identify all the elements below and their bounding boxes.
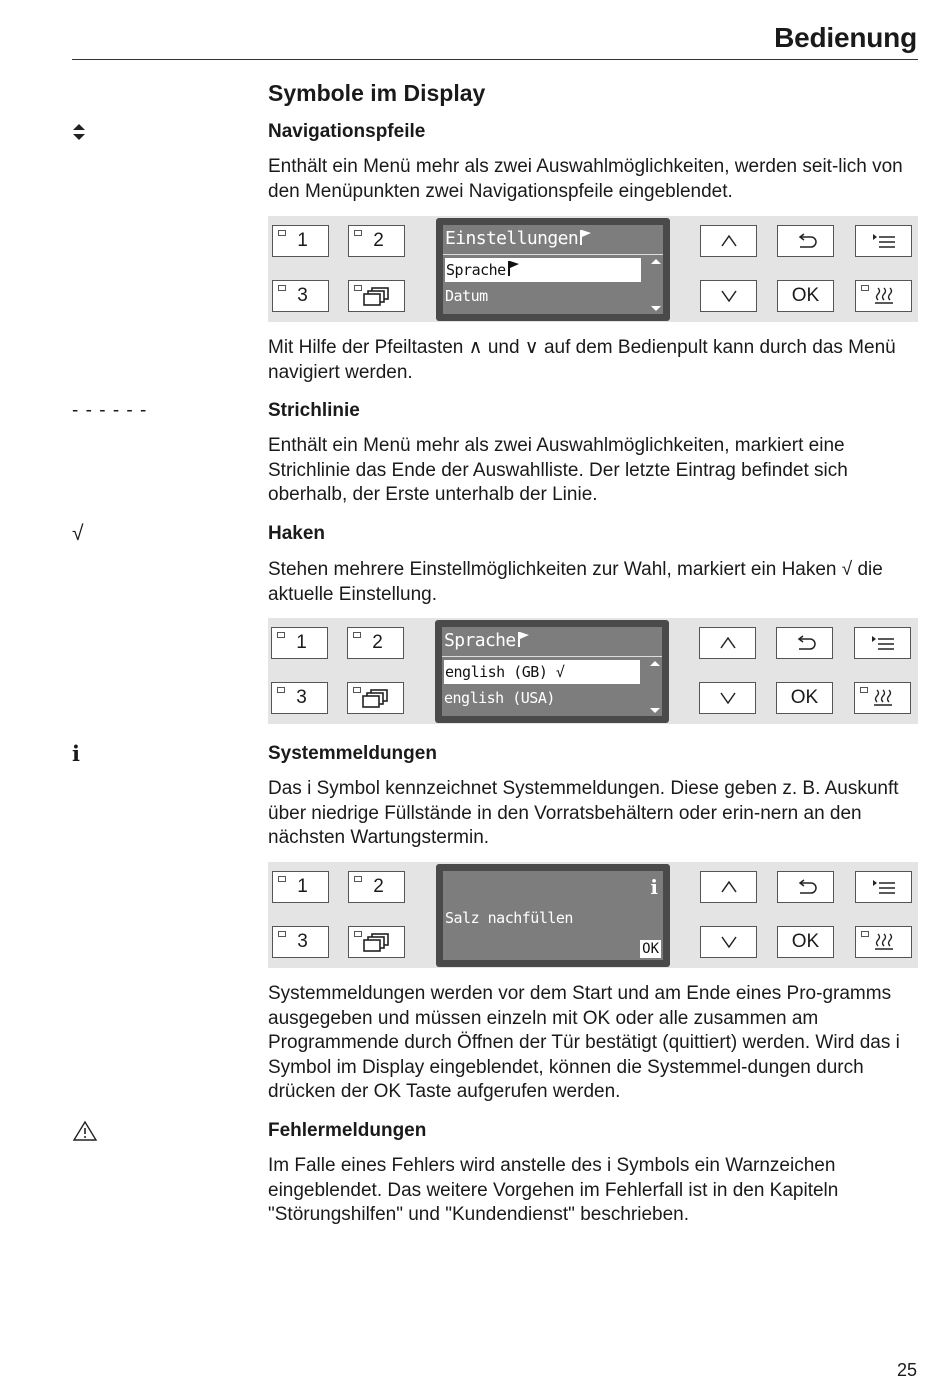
drying-key[interactable]: [855, 926, 912, 958]
arrow-down-key[interactable]: [700, 926, 757, 958]
text-navigationspfeile: Enthält ein Menü mehr als zwei Auswahlmöglichkeiten, werden seit-lich von den Menüpunkten zwei Navigationspfeile eingeblendet.: [268, 156, 903, 202]
page-number: 25: [896, 1360, 917, 1380]
text-pfeiltasten: Mit Hilfe der Pfeiltasten ∧ und ∨ auf dem Bedienpult kann durch das Menü navigiert werden.: [268, 337, 896, 383]
control-panel-3: [268, 862, 918, 968]
back-key[interactable]: [777, 871, 834, 903]
back-arrow-icon: [793, 635, 817, 651]
flag-icon: [580, 230, 591, 245]
back-key[interactable]: [777, 225, 834, 257]
program-key-3[interactable]: 3: [272, 926, 329, 958]
info-icon: i: [72, 741, 80, 766]
arrow-down-key[interactable]: [700, 280, 757, 312]
program-key-1[interactable]: 1: [272, 871, 329, 903]
program-key-3[interactable]: 3: [272, 280, 329, 312]
program-select-key[interactable]: [348, 280, 405, 312]
chevron-up-icon: [720, 880, 738, 894]
program-key-2[interactable]: 2: [347, 627, 404, 659]
info-icon: i: [650, 875, 658, 899]
control-panel-1: [268, 216, 918, 322]
display-selected-item: Sprache: [446, 261, 506, 279]
menu-list-icon: [870, 635, 896, 651]
menu-list-icon: [871, 233, 897, 249]
text-systemmeldungen: Das i Symbol kennzeichnet Systemmeldungen. Diese geben z. B. Auskunft über niedrige Füllstände in den Vorratsbehältern oder erin-nern an den nächsten Wartungstermin.: [268, 778, 899, 848]
programs-icon: [362, 688, 390, 708]
drying-icon: [874, 287, 894, 305]
ok-key[interactable]: OK: [777, 926, 834, 958]
heading-fehlermeldungen: Fehlermeldungen: [268, 1120, 427, 1141]
flag-icon: [518, 632, 529, 647]
arrow-up-key[interactable]: [699, 627, 756, 659]
chevron-down-icon: [720, 289, 738, 303]
ok-key[interactable]: OK: [776, 682, 833, 714]
display-next-item: english (USA): [444, 689, 555, 707]
chevron-down-icon: [720, 935, 738, 949]
program-select-key[interactable]: [348, 926, 405, 958]
display-selected-item: english (GB) √: [444, 660, 640, 684]
arrow-up-key[interactable]: [700, 225, 757, 257]
text-fehlermeldungen: Im Falle eines Fehlers wird anstelle des i Symbols ein Warnzeichen eingeblendet. Das weitere Vorgehen im Fehlerfall ist in den Kapiteln "Störungshilfen" und "Kundendienst" beschrieben.: [268, 1155, 839, 1225]
checkmark-icon: √: [72, 522, 84, 545]
program-key-2[interactable]: 2: [348, 225, 405, 257]
program-key-1[interactable]: 1: [271, 627, 328, 659]
text-strichlinie: Enthält ein Menü mehr als zwei Auswahlmöglichkeiten, markiert eine Strichlinie das Ende der Auswahlliste. Der letzte Eintrag befindet sich oberhalb, der Erste unterhalb der Linie.: [268, 435, 848, 505]
program-key-2[interactable]: 2: [348, 871, 405, 903]
ok-key[interactable]: OK: [777, 280, 834, 312]
chevron-up-icon: [720, 234, 738, 248]
nav-arrows-icon: [72, 122, 86, 142]
program-select-key[interactable]: [347, 682, 404, 714]
chevron-up-icon: [719, 636, 737, 650]
warning-icon: [72, 1120, 98, 1142]
heading-strichlinie: Strichlinie: [268, 400, 360, 421]
program-key-1[interactable]: 1: [272, 225, 329, 257]
section-title: Symbole im Display: [268, 80, 486, 106]
header-rule: [72, 59, 918, 60]
display-message: Salz nachfüllen: [445, 909, 573, 927]
program-key-3[interactable]: 3: [271, 682, 328, 714]
menu-key[interactable]: [854, 627, 911, 659]
back-arrow-icon: [794, 233, 818, 249]
scroll-arrows-icon: [646, 661, 660, 713]
dashed-line-icon: - - - - - -: [72, 400, 148, 421]
display-ok-label: OK: [642, 941, 659, 957]
back-arrow-icon: [794, 879, 818, 895]
arrow-up-key[interactable]: [700, 871, 757, 903]
page-header-title: Bedienung: [774, 22, 917, 53]
text-haken: Stehen mehrere Einstellmöglichkeiten zur Wahl, markiert ein Haken √ die aktuelle Einstellung.: [268, 559, 883, 605]
chevron-down-icon: [719, 691, 737, 705]
drying-icon: [873, 689, 893, 707]
arrow-down-key[interactable]: [699, 682, 756, 714]
back-key[interactable]: [776, 627, 833, 659]
display-next-item: Datum: [445, 287, 488, 305]
programs-icon: [363, 932, 391, 952]
display-1: [436, 218, 670, 321]
heading-haken: Haken: [268, 523, 326, 544]
display-2: [435, 620, 669, 723]
menu-key[interactable]: [855, 871, 912, 903]
programs-icon: [363, 286, 391, 306]
menu-key[interactable]: [855, 225, 912, 257]
scroll-arrows-icon: [647, 259, 661, 311]
display-3: [436, 864, 670, 967]
drying-key[interactable]: [854, 682, 911, 714]
display-title: Sprache: [444, 630, 516, 651]
heading-navigationspfeile: Navigationspfeile: [268, 121, 426, 142]
flag-icon: [508, 261, 519, 276]
drying-icon: [874, 933, 894, 951]
control-panel-2: [268, 618, 918, 724]
text-systemmeldungen-details: Systemmeldungen werden vor dem Start und am Ende eines Pro-gramms ausgegeben und müssen einzeln mit OK oder alle zusammen am Programmende durch Öffnen der Tür bestätigt (quittiert) werden. Wird das i Symbol im Display eingeblendet, können die Systemmel-dungen durch drücken der OK Taste aufgerufen werden.: [268, 983, 900, 1102]
display-title: Einstellungen: [445, 228, 579, 249]
heading-systemmeldungen: Systemmeldungen: [268, 743, 437, 764]
menu-list-icon: [871, 879, 897, 895]
drying-key[interactable]: [855, 280, 912, 312]
